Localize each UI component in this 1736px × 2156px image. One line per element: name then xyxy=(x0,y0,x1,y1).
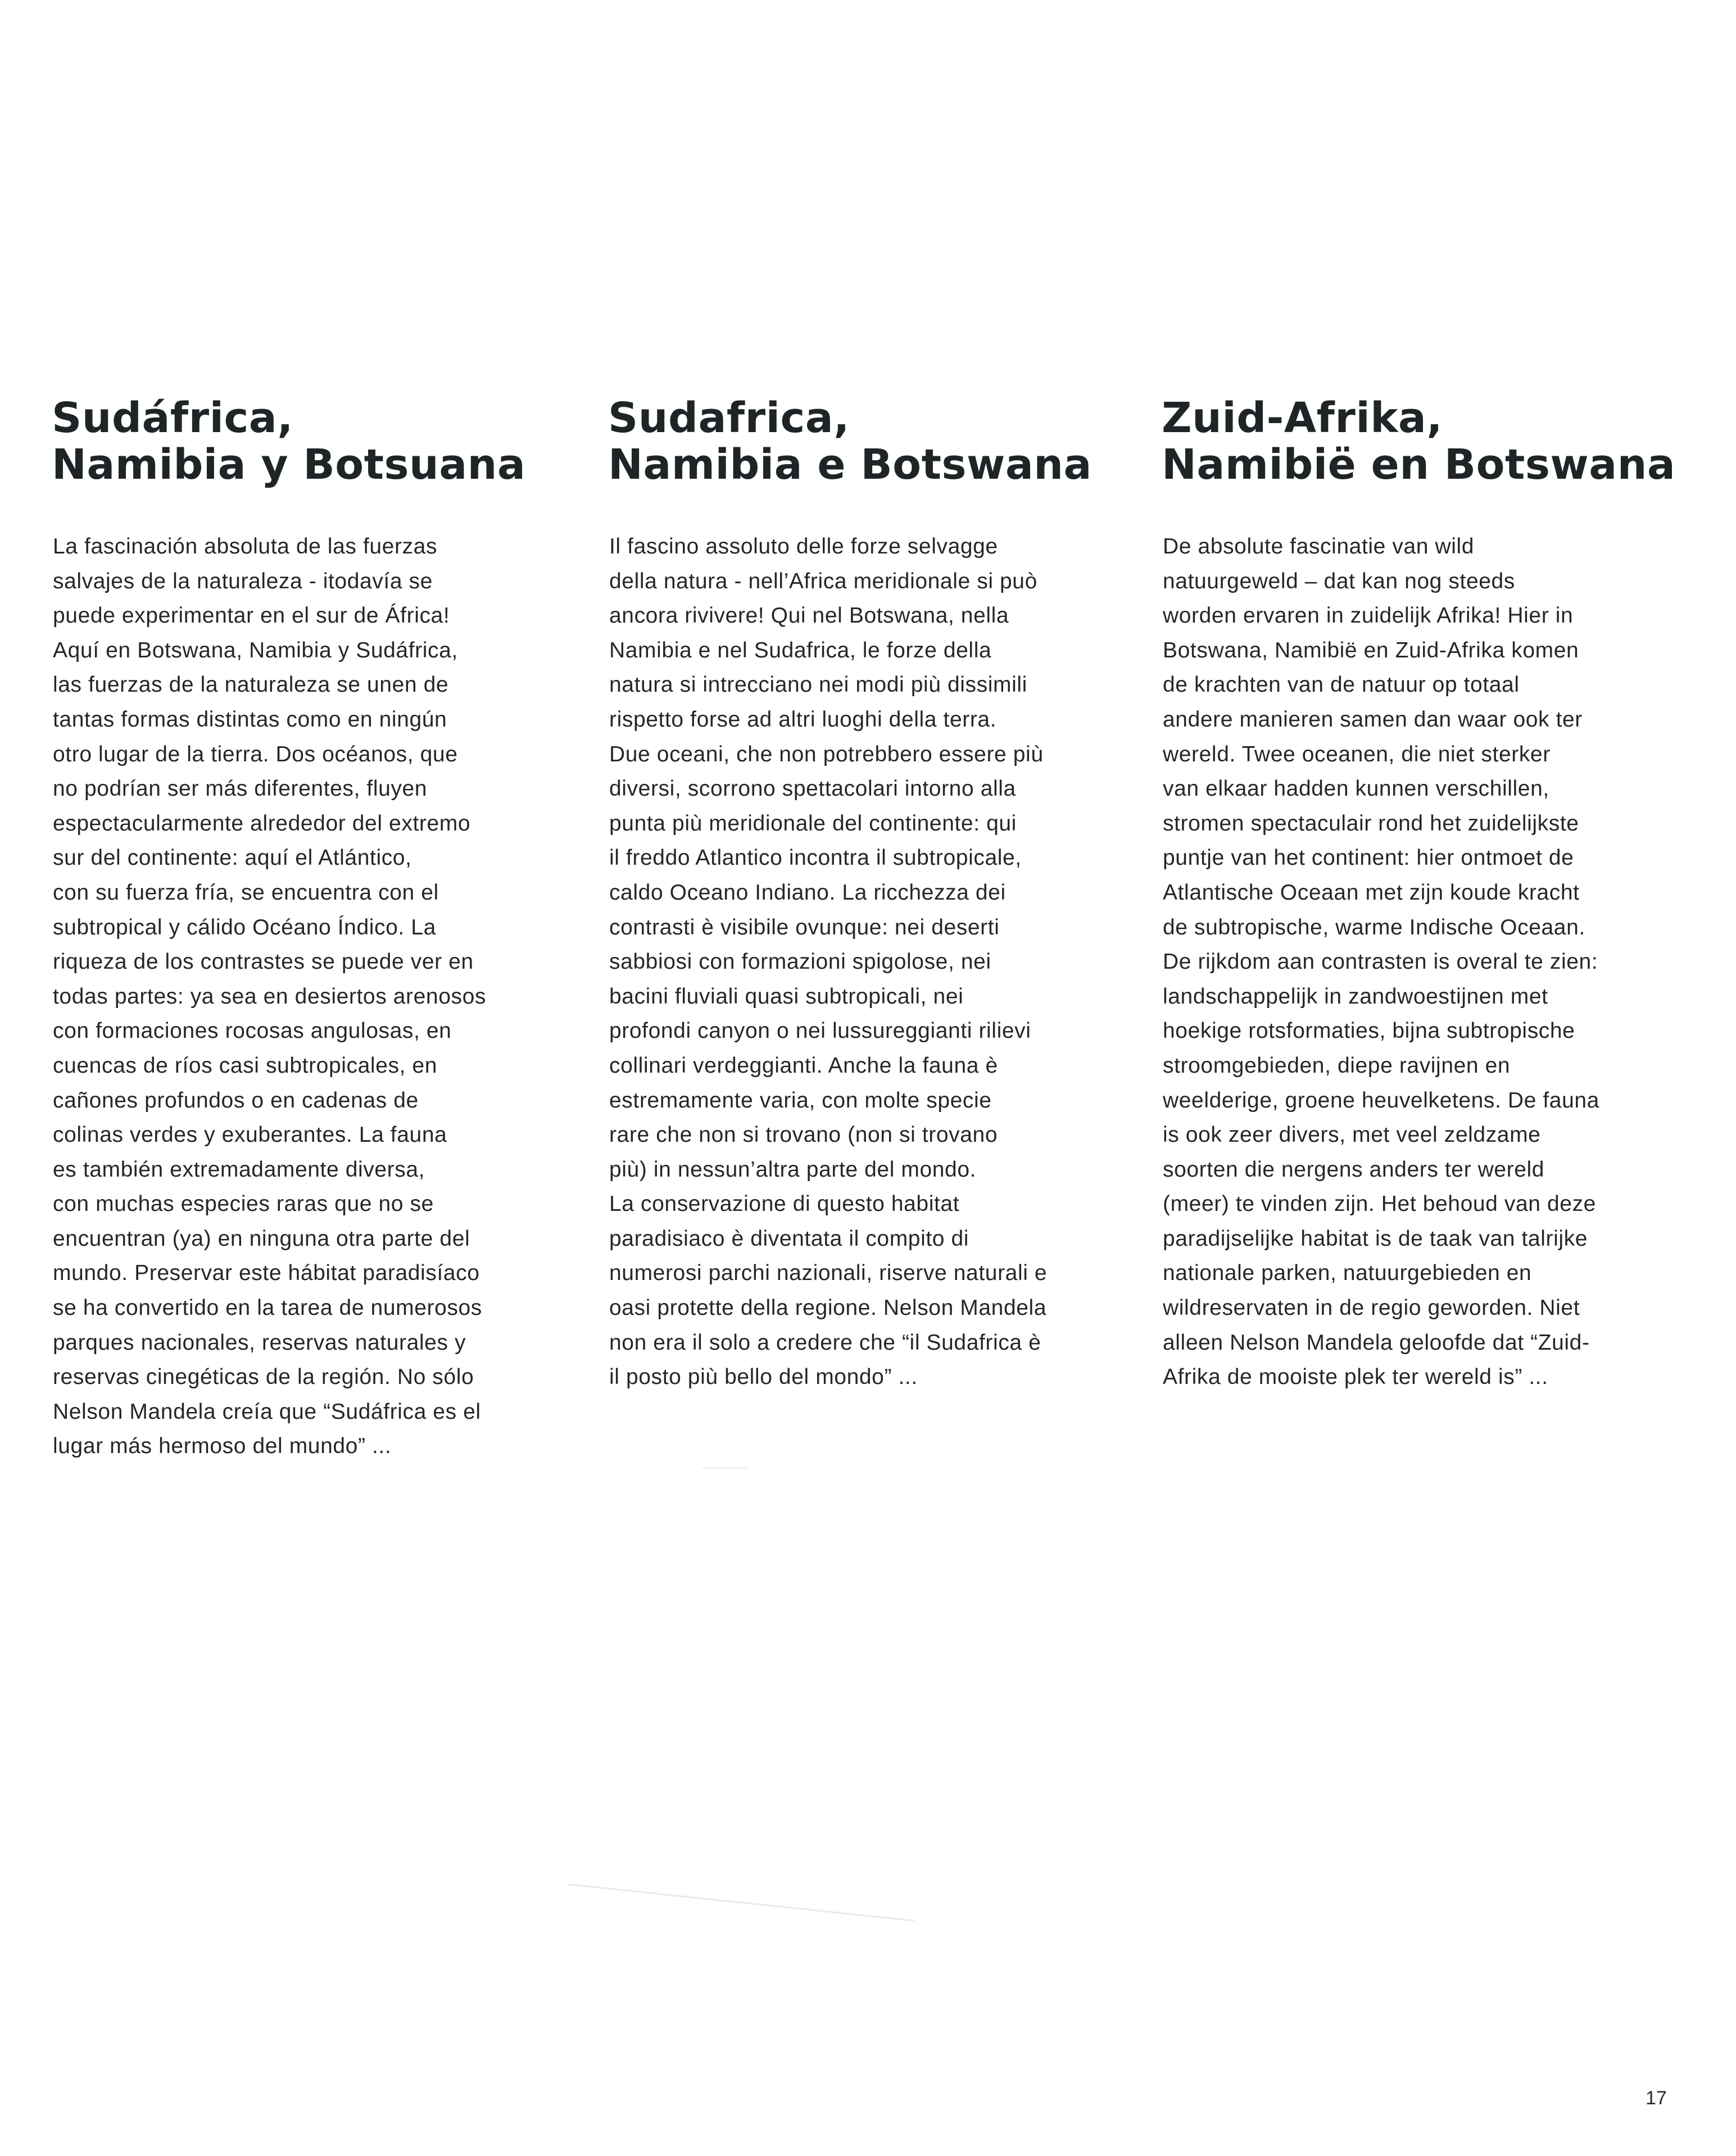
text-line: Atlantische Oceaan met zijn koude kracht xyxy=(1163,880,1580,905)
text-line: Botswana, Namibië en Zuid-Afrika komen xyxy=(1163,638,1579,662)
heading-line: Namibia e Botswana xyxy=(608,441,1092,489)
text-line: sur del continente: aquí el Atlántico, xyxy=(53,846,412,870)
page-number: 17 xyxy=(1646,2087,1667,2109)
text-line: las fuerzas de la naturaleza se unen de xyxy=(53,673,449,697)
heading-line: Zuid-Afrika, xyxy=(1162,394,1443,442)
text-line: tantas formas distintas como en ningún xyxy=(53,707,447,732)
text-line: contrasti è visibile ovunque: nei deserti xyxy=(609,915,1000,939)
text-line: La fascinación absoluta de las fuerzas xyxy=(53,534,438,559)
scan-artifact xyxy=(568,1883,914,1922)
body-text-italian xyxy=(609,529,1047,1395)
text-line: subtropical y cálido Océano Índico. La xyxy=(53,915,436,939)
text-line: weelderige, groene heuvelketens. De fauna xyxy=(1163,1088,1599,1113)
text-line: Afrika de mooiste plek ter wereld is” ... xyxy=(1163,1365,1548,1390)
text-line: todas partes: ya sea en desiertos arenosos xyxy=(53,984,486,1009)
body-text-spanish xyxy=(53,529,486,1464)
text-line: hoekige rotsformaties, bijna subtropische xyxy=(1163,1019,1575,1043)
text-line: Il fascino assoluto delle forze selvagge xyxy=(609,534,998,559)
text-line: Namibia e nel Sudafrica, le forze della xyxy=(609,638,992,662)
text-line: della natura - nell’Africa meridionale si può xyxy=(609,569,1037,593)
text-line: puede experimentar en el sur de África! xyxy=(53,603,450,628)
heading-dutch xyxy=(1162,395,1675,488)
text-line: collinari verdeggianti. Anche la fauna è xyxy=(609,1053,998,1078)
text-line: natuurgeweld – dat kan nog steeds xyxy=(1163,569,1515,593)
text-line: mundo. Preservar este hábitat paradisíaco xyxy=(53,1261,480,1286)
text-line: ancora rivivere! Qui nel Botswana, nella xyxy=(609,603,1009,628)
text-line: colinas verdes y exuberantes. La fauna xyxy=(53,1123,447,1147)
text-line: reservas cinegéticas de la región. No sólo xyxy=(53,1365,474,1390)
text-line: il posto più bello del mondo” ... xyxy=(609,1365,918,1390)
text-line: otro lugar de la tierra. Dos océanos, que xyxy=(53,742,458,766)
text-line: riqueza de los contrastes se puede ver en xyxy=(53,950,474,974)
text-line: bacini fluviali quasi subtropicali, nei xyxy=(609,984,964,1009)
text-line: espectacularmente alrededor del extremo xyxy=(53,811,471,836)
text-line: (meer) te vinden zijn. Het behoud van deze xyxy=(1163,1192,1596,1217)
text-line: diversi, scorrono spettacolari intorno alla xyxy=(609,777,1016,801)
text-line: non era il solo a credere che “il Sudafrica è xyxy=(609,1330,1041,1355)
text-line: Aquí en Botswana, Namibia y Sudáfrica, xyxy=(53,638,458,662)
text-line: is ook zeer divers, met veel zeldzame xyxy=(1163,1123,1541,1147)
text-line: paradijselijke habitat is de taak van talrijke xyxy=(1163,1226,1588,1251)
text-line: il freddo Atlantico incontra il subtropicale, xyxy=(609,846,1022,870)
text-line: de krachten van de natuur op totaal xyxy=(1163,673,1520,697)
text-line: Nelson Mandela creía que “Sudáfrica es el xyxy=(53,1399,481,1424)
text-line: encuentran (ya) en ninguna otra parte del xyxy=(53,1226,470,1251)
scan-artifact xyxy=(702,1468,747,1469)
text-line: più) in nessun’altra parte del mondo. xyxy=(609,1157,977,1182)
text-line: lugar más hermoso del mundo” ... xyxy=(53,1434,392,1459)
text-line: De absolute fascinatie van wild xyxy=(1163,534,1475,559)
heading-line: Namibia y Botsuana xyxy=(52,441,526,489)
text-line: wildreservaten in de regio geworden. Niet xyxy=(1163,1296,1580,1320)
text-line: sabbiosi con formazioni spigolose, nei xyxy=(609,950,991,974)
text-line: stroomgebieden, diepe ravijnen en xyxy=(1163,1053,1511,1078)
text-line: nationale parken, natuurgebieden en xyxy=(1163,1261,1532,1286)
heading-spanish xyxy=(52,395,525,488)
text-line: salvajes de la naturaleza - itodavía se xyxy=(53,569,433,593)
body-text-dutch xyxy=(1163,529,1599,1395)
text-line: parques nacionales, reservas naturales y xyxy=(53,1330,466,1355)
text-line: stromen spectaculair rond het zuidelijkste xyxy=(1163,811,1579,836)
text-line: landschappelijk in zandwoestijnen met xyxy=(1163,984,1548,1009)
text-line: paradisiaco è diventata il compito di xyxy=(609,1226,969,1251)
text-line: es también extremadamente diversa, xyxy=(53,1157,425,1182)
text-line: cañones profundos o en cadenas de xyxy=(53,1088,419,1113)
text-line: alleen Nelson Mandela geloofde dat “Zuid- xyxy=(1163,1330,1590,1355)
text-line: De rijkdom aan contrasten is overal te zien: xyxy=(1163,950,1598,974)
heading-line: Sudáfrica, xyxy=(52,394,293,442)
text-line: oasi protette della regione. Nelson Mandela xyxy=(609,1296,1047,1320)
text-line: cuencas de ríos casi subtropicales, en xyxy=(53,1053,437,1078)
text-line: estremamente varia, con molte specie xyxy=(609,1088,992,1113)
heading-line: Sudafrica, xyxy=(608,394,850,442)
text-line: no podrían ser más diferentes, fluyen xyxy=(53,777,428,801)
text-line: con formaciones rocosas angulosas, en xyxy=(53,1019,452,1043)
text-line: soorten die nergens anders ter wereld xyxy=(1163,1157,1545,1182)
text-line: de subtropische, warme Indische Oceaan. xyxy=(1163,915,1585,939)
heading-italian xyxy=(608,395,1092,488)
text-line: punta più meridionale del continente: qui xyxy=(609,811,1017,836)
text-line: numerosi parchi nazionali, riserve naturali e xyxy=(609,1261,1048,1286)
text-line: con muchas especies raras que no se xyxy=(53,1192,434,1217)
text-line: profondi canyon o nei lussureggianti rilievi xyxy=(609,1019,1031,1043)
text-line: se ha convertido en la tarea de numerosos xyxy=(53,1296,482,1320)
text-line: natura si intrecciano nei modi più dissimili xyxy=(609,673,1027,697)
text-line: wereld. Twee oceanen, die niet sterker xyxy=(1163,742,1551,766)
text-line: La conservazione di questo habitat xyxy=(609,1192,960,1217)
text-line: Due oceani, che non potrebbero essere più xyxy=(609,742,1044,766)
text-line: rare che non si trovano (non si trovano xyxy=(609,1123,998,1147)
text-line: andere manieren samen dan waar ook ter xyxy=(1163,707,1583,732)
heading-line: Namibië en Botswana xyxy=(1162,441,1676,489)
text-line: caldo Oceano Indiano. La ricchezza dei xyxy=(609,880,1006,905)
text-line: rispetto forse ad altri luoghi della terra. xyxy=(609,707,997,732)
text-line: puntje van het continent: hier ontmoet de xyxy=(1163,846,1574,870)
text-line: worden ervaren in zuidelijk Afrika! Hier in xyxy=(1163,603,1574,628)
text-line: van elkaar hadden kunnen verschillen, xyxy=(1163,777,1549,801)
text-line: con su fuerza fría, se encuentra con el xyxy=(53,880,439,905)
